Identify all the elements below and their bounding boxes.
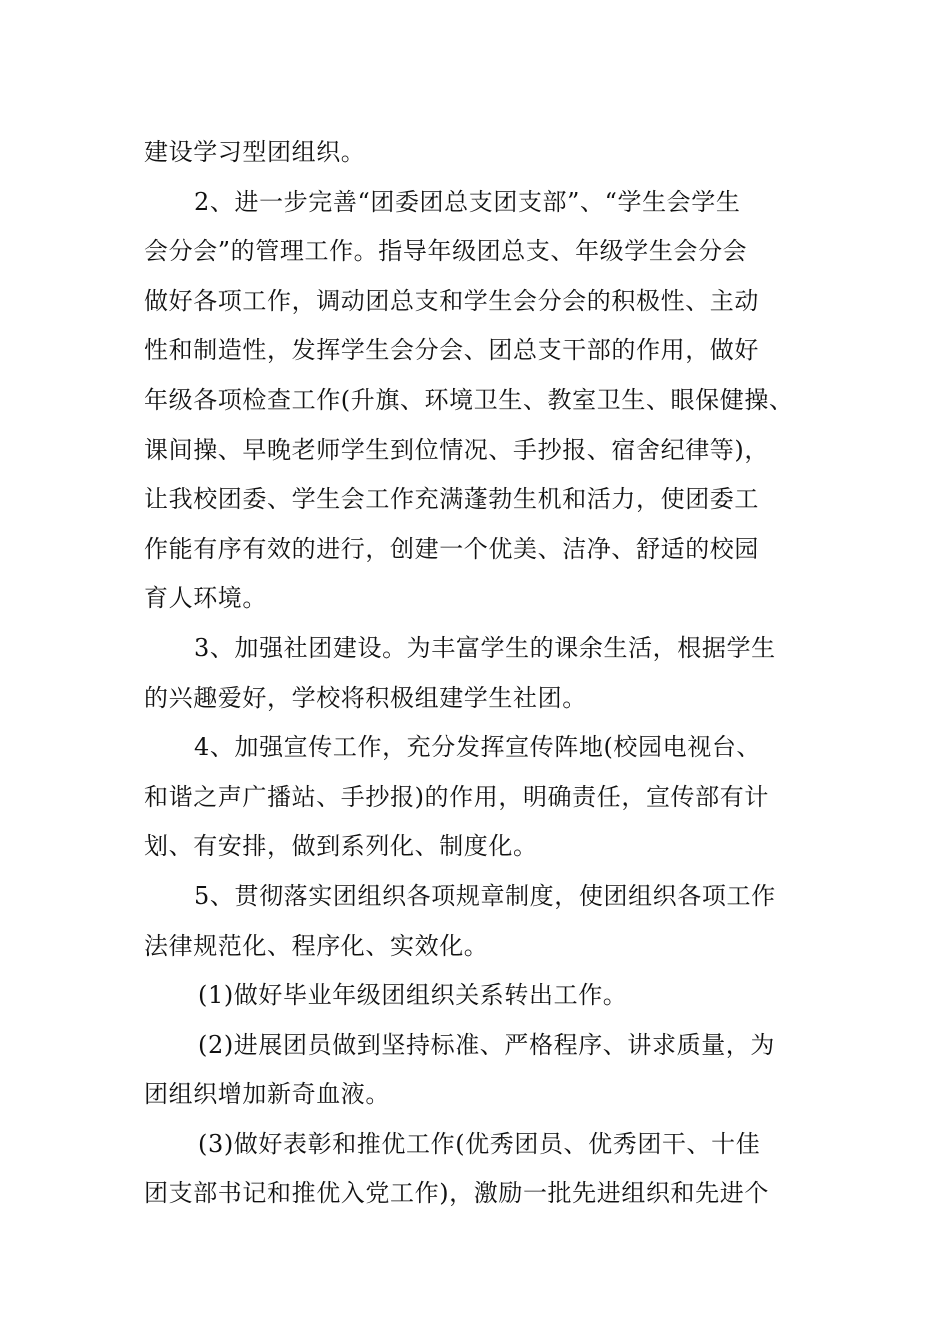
text-line: 划、有安排，做到系列化、制度化。 (144, 832, 538, 861)
list-item-line: (3)做好表彰和推优工作(优秀团员、优秀团干、十佳 (198, 1129, 761, 1158)
paragraph-start-line: 4、加强宣传工作，充分发挥宣传阵地(校园电视台、 (194, 733, 762, 762)
text-line: 团组织增加新奇血液。 (144, 1080, 390, 1109)
text-line: 育人环境。 (144, 584, 267, 613)
text-line: 和谐之声广播站、手抄报)的作用，明确责任，宣传部有计 (144, 782, 769, 811)
text-line: 作能有序有效的进行，创建一个优美、洁净、舒适的校园 (144, 534, 759, 563)
text-line: 性和制造性，发挥学生会分会、团总支干部的作用，做好 (144, 336, 759, 365)
paragraph-start-line: 2、进一步完善“团委团总支团支部”、“学生会学生 (194, 187, 741, 216)
text-line: 建设学习型团组织。 (144, 138, 366, 166)
paragraph-start-line: 3、加强社团建设。为丰富学生的课余生活，根据学生 (194, 633, 776, 662)
text-line: 课间操、早晚老师学生到位情况、手抄报、宿舍纪律等)， (144, 435, 769, 464)
text-line: 的兴趣爱好，学校将积极组建学生社团。 (144, 683, 587, 712)
text-line: 法律规范化、程序化、实效化。 (144, 931, 489, 960)
list-item-line: (2)进展团员做到坚持标准、严格程序、讲求质量，为 (198, 1030, 775, 1059)
paragraph-start-line: 5、贯彻落实团组织各项规章制度，使团组织各项工作 (194, 881, 776, 910)
list-item-line: (1)做好毕业年级团组织关系转出工作。 (198, 981, 628, 1010)
text-line: 年级各项检查工作(升旗、环境卫生、教室卫生、眼保健操、 (144, 385, 794, 414)
text-line: 做好各项工作，调动团总支和学生会分会的积极性、主动 (144, 286, 759, 315)
text-line: 让我校团委、学生会工作充满蓬勃生机和活力，使团委工 (144, 485, 759, 514)
text-line: 会分会”的管理工作。指导年级团总支、年级学生会分会 (144, 237, 748, 266)
document-body (144, 128, 834, 1219)
text-line: 团支部书记和推优入党工作)，激励一批先进组织和先进个 (144, 1179, 769, 1208)
